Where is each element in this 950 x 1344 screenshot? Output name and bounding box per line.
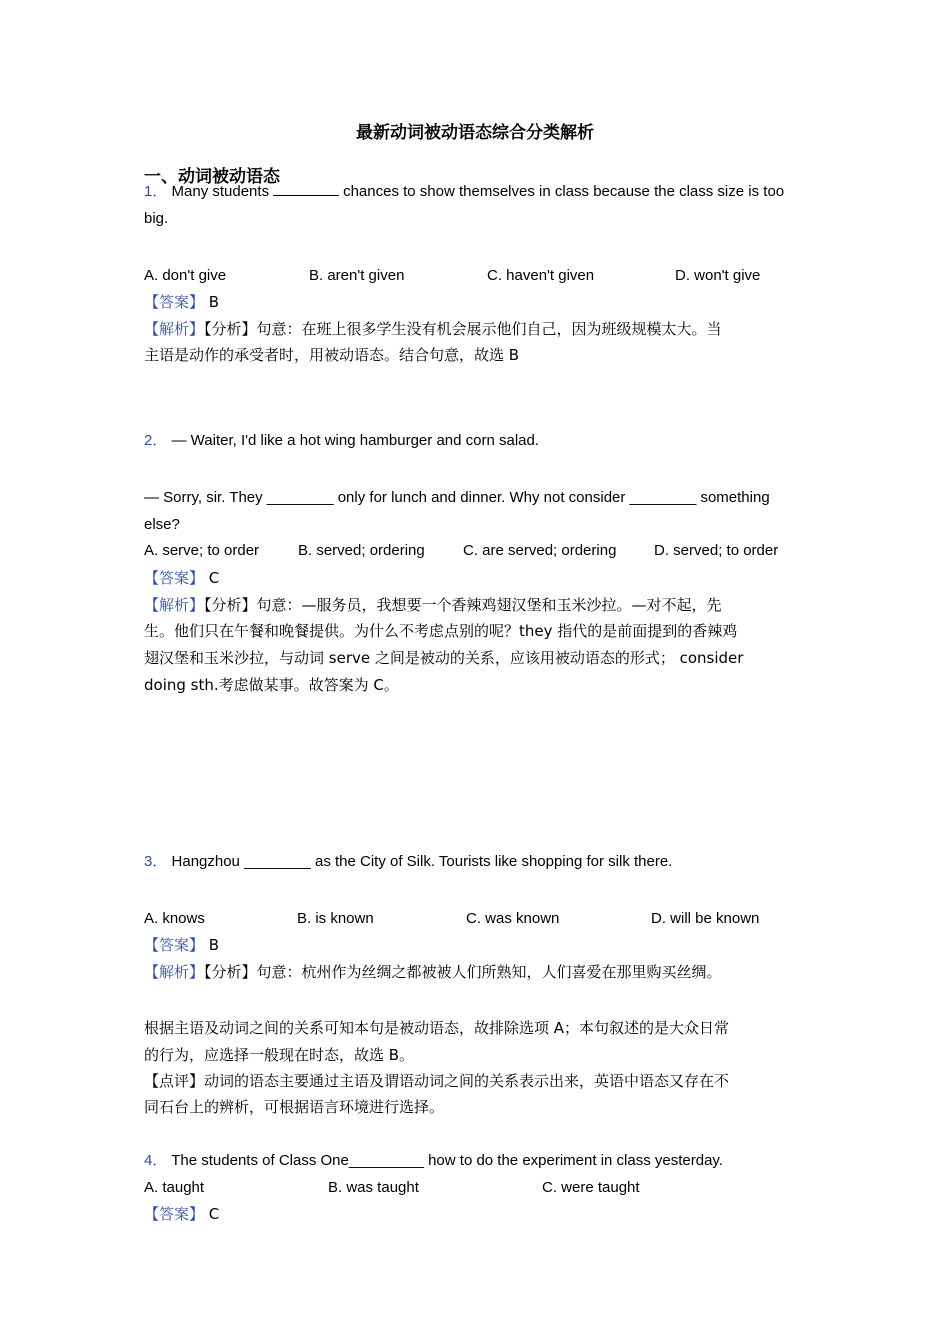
q1-analysis-line2: 主语是动作的承受者时，用被动语态。结合句意，故选 B <box>144 346 520 364</box>
q4-option-a: A. taught <box>144 1179 205 1196</box>
q1-answer-value: B <box>208 293 220 311</box>
q3-answer <box>144 936 806 954</box>
q2-analysis-line3: 翅汉堡和玉米沙拉，与动词 serve 之间是被动的关系，应该用被动语态的形式； consider <box>144 649 744 667</box>
q1-analysis <box>144 320 806 338</box>
q2-answer <box>144 569 806 587</box>
q2-answer-value: C <box>208 569 220 587</box>
q1-stem <box>144 183 806 201</box>
q3-stem <box>144 853 806 871</box>
section-heading: 一、动词被动语态 <box>144 167 280 187</box>
q1-blank <box>273 183 339 196</box>
q2-answer-tag: 【答案】 <box>144 569 205 587</box>
q1-option-a: A. don't give <box>144 267 227 284</box>
q1-option-b: B. aren't given <box>309 267 405 284</box>
q4-answer-value: C <box>208 1205 220 1223</box>
q3-option-c: C. was known <box>466 910 560 927</box>
q4-answer-tag: 【答案】 <box>144 1205 205 1223</box>
q2-analysis-line2: 生。他们只在午餐和晚餐提供。为什么不考虑点别的呢？they 指代的是前面提到的香辣鸡 <box>144 622 738 640</box>
q3-answer-value: B <box>208 936 220 954</box>
q2-line2: — Sorry, sir. They ________ only for lunch and dinner. Why not consider ________ something <box>144 489 770 506</box>
q3-number: 3． <box>144 853 168 870</box>
q1-option-d: D. won't give <box>675 267 761 284</box>
q2-stem <box>144 432 806 450</box>
q2-line3: else? <box>144 516 180 533</box>
q1-answer <box>144 293 806 311</box>
q3-analysis-line2: 根据主语及动词之间的关系可知本句是被动语态，故排除选项 A；本句叙述的是大众日常 <box>144 1019 730 1037</box>
q3-analysis-line1: 【分析】句意：杭州作为丝绸之都被被人们所熟知，人们喜爱在那里购买丝绸。 <box>204 963 722 981</box>
q3-option-a: A. knows <box>144 910 205 927</box>
q2-analysis-tag: 【解析】 <box>144 596 205 614</box>
q4-option-b: B. was taught <box>328 1179 419 1196</box>
q2-line1: — Waiter, I'd like a hot wing hamburger and corn salad. <box>171 432 540 449</box>
q3-comment-line2: 同石台上的辨析，可根据语言环境进行选择。 <box>144 1098 445 1116</box>
q3-analysis-line3: 的行为，应选择一般现在时态，故选 B。 <box>144 1046 415 1064</box>
q3-option-d: D. will be known <box>651 910 760 927</box>
q2-option-b: B. served; ordering <box>298 542 425 559</box>
q4-answer <box>144 1205 806 1223</box>
q3-text: Hangzhou ________ as the City of Silk. Tourists like shopping for silk there. <box>171 853 673 870</box>
q4-option-c: C. were taught <box>542 1179 640 1196</box>
q1-text-after: chances to show themselves in class because the class size is too <box>343 183 785 200</box>
q1-analysis-line1: 【分析】句意：在班上很多学生没有机会展示他们自己，因为班级规模太大。当 <box>204 320 722 338</box>
q3-analysis-tag: 【解析】 <box>144 963 205 981</box>
q3-comment-line1: 【点评】动词的语态主要通过主语及谓语动词之间的关系表示出来，英语中语态又存在不 <box>144 1072 730 1090</box>
q3-answer-tag: 【答案】 <box>144 936 205 954</box>
q2-number: 2． <box>144 432 168 449</box>
q2-option-d: D. served; to order <box>654 542 779 559</box>
q2-option-a: A. serve; to order <box>144 542 260 559</box>
q2-analysis-line4: doing sth.考虑做某事。故答案为 C。 <box>144 676 399 694</box>
document-title: 最新动词被动语态综合分类解析 <box>356 123 594 143</box>
q1-stem-cont: big. <box>144 210 169 227</box>
q1-number: 1． <box>144 183 168 200</box>
q4-text-end: . <box>718 1152 723 1169</box>
q3-option-b: B. is known <box>297 910 374 927</box>
q3-analysis <box>144 963 806 981</box>
q2-option-c: C. are served; ordering <box>463 542 617 559</box>
q1-text-before: Many students <box>171 183 270 200</box>
q4-number: 4． <box>144 1152 168 1169</box>
q2-analysis <box>144 596 806 614</box>
q4-stem <box>144 1152 806 1170</box>
q1-option-c: C. haven't given <box>487 267 595 284</box>
q1-analysis-tag: 【解析】 <box>144 320 205 338</box>
q2-analysis-line1: 【分析】句意：—服务员，我想要一个香辣鸡翅汉堡和玉米沙拉。—对不起，先 <box>204 596 722 614</box>
q4-text: The students of Class One_________ how to do the experiment in class yesterday <box>171 1152 719 1169</box>
q1-answer-tag: 【答案】 <box>144 293 205 311</box>
